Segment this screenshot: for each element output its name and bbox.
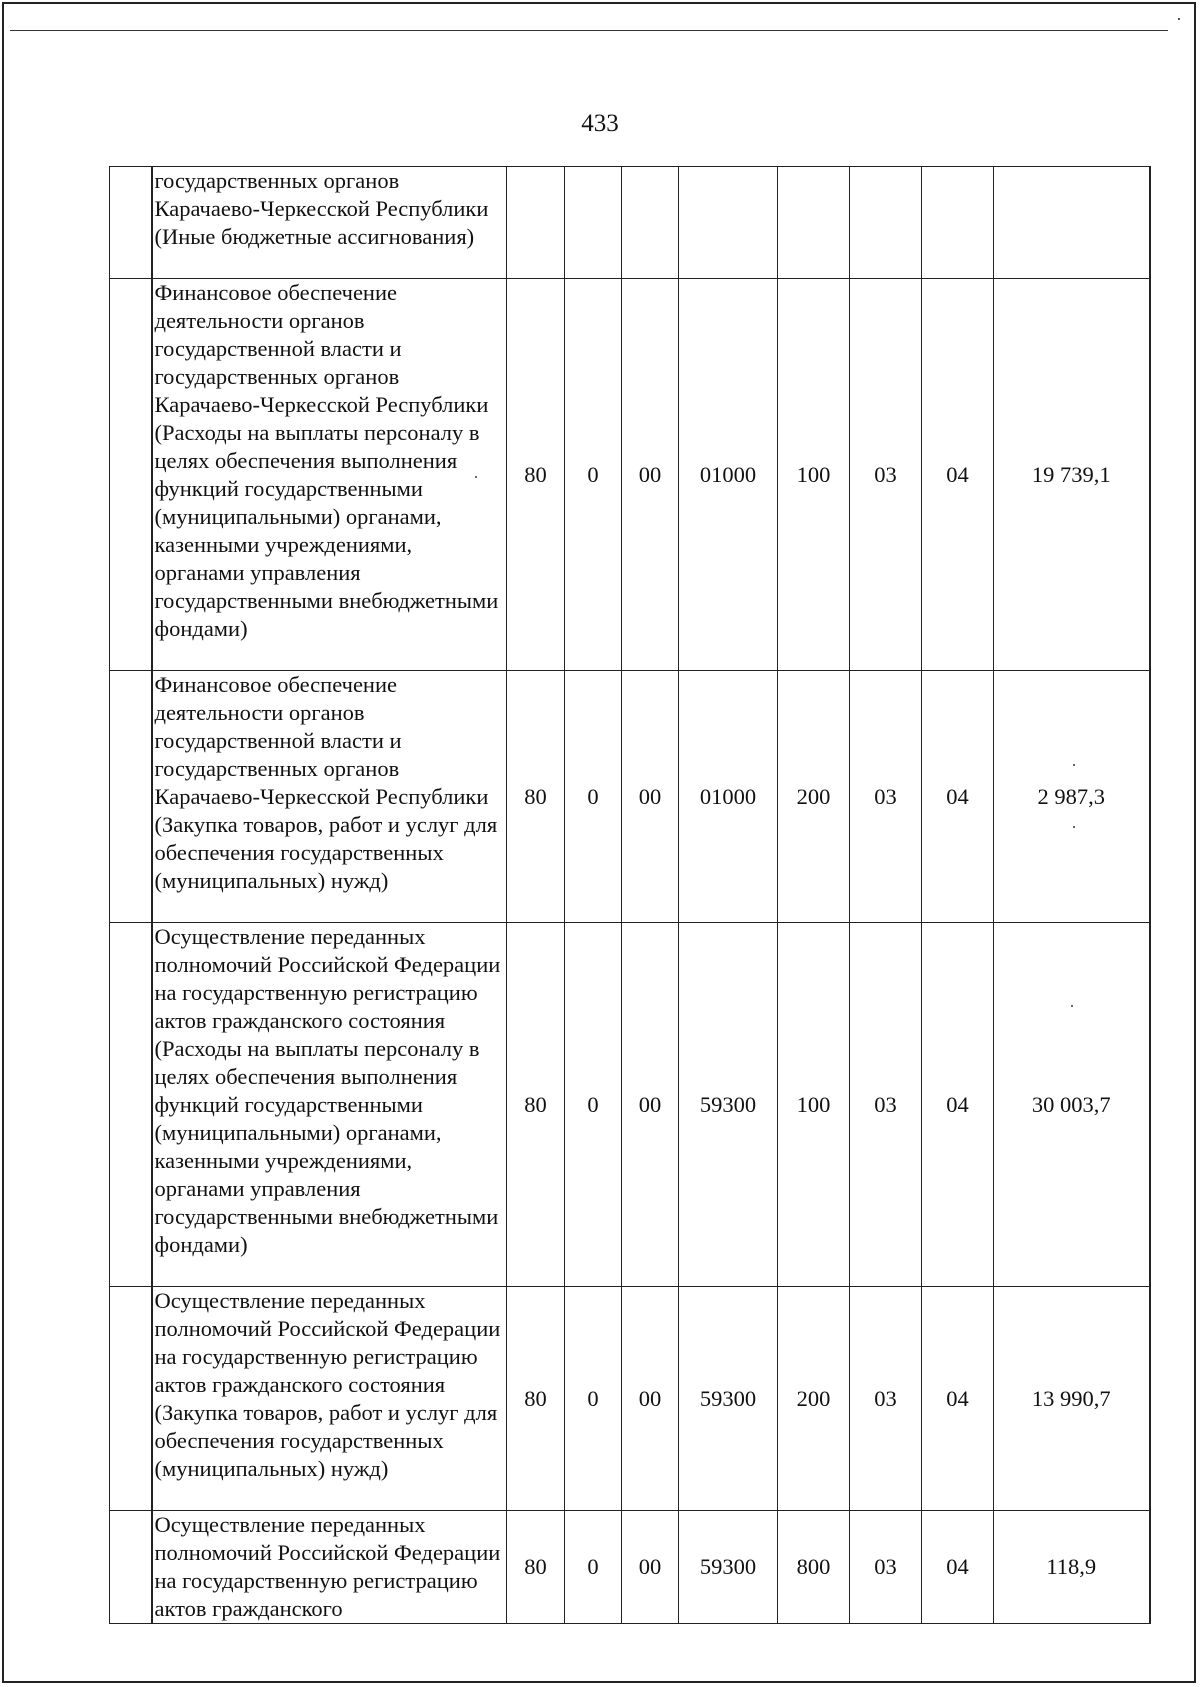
section-cell: 03 [850,923,922,1287]
table-row [110,671,1150,923]
table-row [110,1511,1150,1624]
scan-speck [475,476,477,478]
amount-cell: 19 739,1 [994,279,1150,671]
section-cell: 03 [850,1287,922,1511]
code-cell-3: 00 [622,279,679,671]
section-cell: 03 [850,279,922,671]
scan-speck [1178,18,1180,20]
section-cell [850,167,922,279]
code-cell-1 [507,167,565,279]
code-cell-1: 80 [507,279,565,671]
subsection-cell: 04 [922,1287,994,1511]
amount-cell: 2 987,3 [994,671,1150,923]
code-cell-4: 59300 [679,923,778,1287]
row-number-cell [110,167,152,279]
code-cell-3: 00 [622,1511,679,1624]
page-number: 433 [581,110,619,137]
subsection-cell: 04 [922,923,994,1287]
amount-cell [994,167,1150,279]
description-cell: Осуществление переданных полномочий Российской Федерации на государственную регистрацию актов гражданского состояния (Расходы на выплаты персоналу в целях обеспечения выполнения функций государственными (муниципальными) органами, казенными учреждениями, органами управления государственными внебюджетными фондами) [152,923,507,1287]
row-number-cell [110,1287,152,1511]
code-cell-2: 0 [565,279,622,671]
code-cell-3: 00 [622,1287,679,1511]
row-number-cell [110,1511,152,1624]
description-cell: Финансовое обеспечение деятельности органов государственной власти и государственных органов Карачаево-Черкесской Республики (Закупка товаров, работ и услуг для обеспечения государственных (муниципальных) нужд) [152,671,507,923]
table-row [110,167,1150,279]
code-cell-1: 80 [507,923,565,1287]
expense-type-cell: 800 [778,1511,850,1624]
expense-type-cell: 100 [778,923,850,1287]
code-cell-4: 59300 [679,1287,778,1511]
table-row [110,279,1150,671]
row-number-cell [110,279,152,671]
amount-cell: 30 003,7 [994,923,1150,1287]
code-cell-2: 0 [565,671,622,923]
row-number-cell [110,923,152,1287]
subsection-cell: 04 [922,671,994,923]
code-cell-4 [679,167,778,279]
description-cell: государственных органов Карачаево-Черкесской Республики (Иные бюджетные ассигнования) [152,167,507,279]
expense-type-cell: 200 [778,671,850,923]
code-cell-1: 80 [507,1287,565,1511]
code-cell-1: 80 [507,1511,565,1624]
description-cell: Финансовое обеспечение деятельности органов государственной власти и государственных органов Карачаево-Черкесской Республики (Расходы на выплаты персоналу в целях обеспечения выполнения функций государственными (муниципальными) органами, казенными учреждениями, органами управления государственными внебюджетными фондами) [152,279,507,671]
row-number-cell [110,671,152,923]
subsection-cell [922,167,994,279]
expense-type-cell [778,167,850,279]
subsection-cell: 04 [922,279,994,671]
code-cell-4: 59300 [679,1511,778,1624]
amount-cell: 13 990,7 [994,1287,1150,1511]
amount-cell: 118,9 [994,1511,1150,1624]
code-cell-1: 80 [507,671,565,923]
code-cell-3: 00 [622,923,679,1287]
expense-type-cell: 200 [778,1287,850,1511]
scan-speck [1071,1005,1073,1007]
code-cell-2 [565,167,622,279]
code-cell-3: 00 [622,671,679,923]
scan-speck [1073,826,1075,828]
code-cell-2: 0 [565,1511,622,1624]
code-cell-4: 01000 [679,279,778,671]
table-row [110,1287,1150,1511]
budget-table [109,166,1151,1624]
scan-speck [1073,764,1075,766]
description-cell: Осуществление переданных полномочий Российской Федерации на государственную регистрацию актов гражданского состояния (Закупка товаров, работ и услуг для обеспечения государственных (муниципальных) нужд) [152,1287,507,1511]
section-cell: 03 [850,1511,922,1624]
subsection-cell: 04 [922,1511,994,1624]
expense-type-cell: 100 [778,279,850,671]
code-cell-3 [622,167,679,279]
section-cell: 03 [850,671,922,923]
header-rule [10,30,1168,31]
code-cell-2: 0 [565,1287,622,1511]
description-cell: Осуществление переданных полномочий Российской Федерации на государственную регистрацию актов гражданского [152,1511,507,1624]
table-row [110,923,1150,1287]
code-cell-2: 0 [565,923,622,1287]
code-cell-4: 01000 [679,671,778,923]
